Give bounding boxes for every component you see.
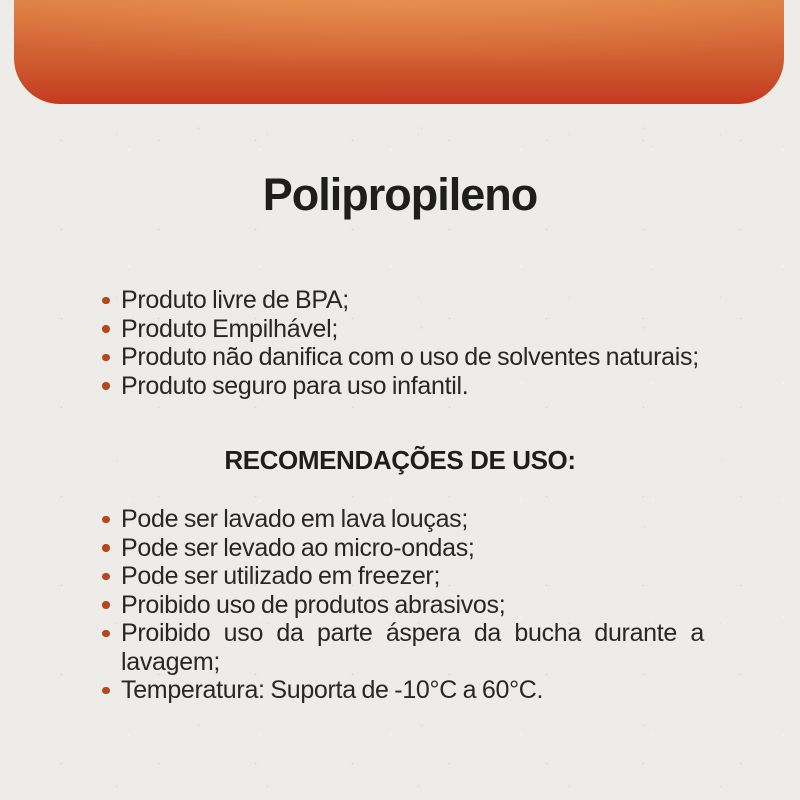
bullet-dot-icon: [102, 297, 110, 305]
bullet-dot-icon: [102, 354, 110, 362]
list-item-text: Produto livre de BPA;: [121, 286, 349, 314]
list-item: [100, 315, 704, 344]
bullet-dot-icon: [102, 544, 110, 552]
content: [0, 104, 800, 705]
list-item: [100, 562, 704, 591]
page-title: Polipropileno: [262, 169, 538, 220]
bullet-dot-icon: [102, 630, 110, 638]
list-item: [100, 676, 704, 705]
bullet-dot-icon: [102, 516, 110, 524]
list-item: [100, 505, 704, 534]
list-item: [100, 591, 704, 620]
list-item: [100, 343, 704, 372]
list-item: [100, 534, 704, 563]
recommendations-list: [100, 505, 704, 705]
list-item-text: Pode ser lavado em lava louças;: [121, 505, 469, 533]
list-item-text: Proibido uso da parte áspera da bucha durante a lavagem;: [121, 619, 704, 676]
bullet-dot-icon: [102, 687, 110, 695]
recommendations-heading: RECOMENDAÇÕES DE USO:: [224, 445, 576, 475]
list-item-text: Produto Empilhável;: [121, 314, 339, 343]
list-item-text: Pode ser utilizado em freezer;: [121, 562, 441, 590]
bullet-dot-icon: [102, 601, 110, 609]
list-item-text: Pode ser levado ao micro-ondas;: [121, 533, 475, 562]
list-item-text: Temperatura: Suporta de -10°C a 60°C.: [121, 676, 544, 704]
list-item: [100, 286, 704, 315]
bullet-dot-icon: [102, 573, 110, 581]
list-item-text: Produto seguro para uso infantil.: [121, 371, 469, 400]
header-band: [14, 0, 784, 104]
bullet-dot-icon: [102, 382, 110, 390]
list-item-text: Proibido uso de produtos abrasivos;: [121, 590, 506, 619]
list-item-text: Produto não danifica com o uso de solventes naturais;: [121, 343, 699, 371]
bullet-dot-icon: [102, 325, 110, 333]
product-features-list: [100, 286, 704, 400]
list-item: [100, 372, 704, 401]
list-item: [100, 619, 704, 676]
